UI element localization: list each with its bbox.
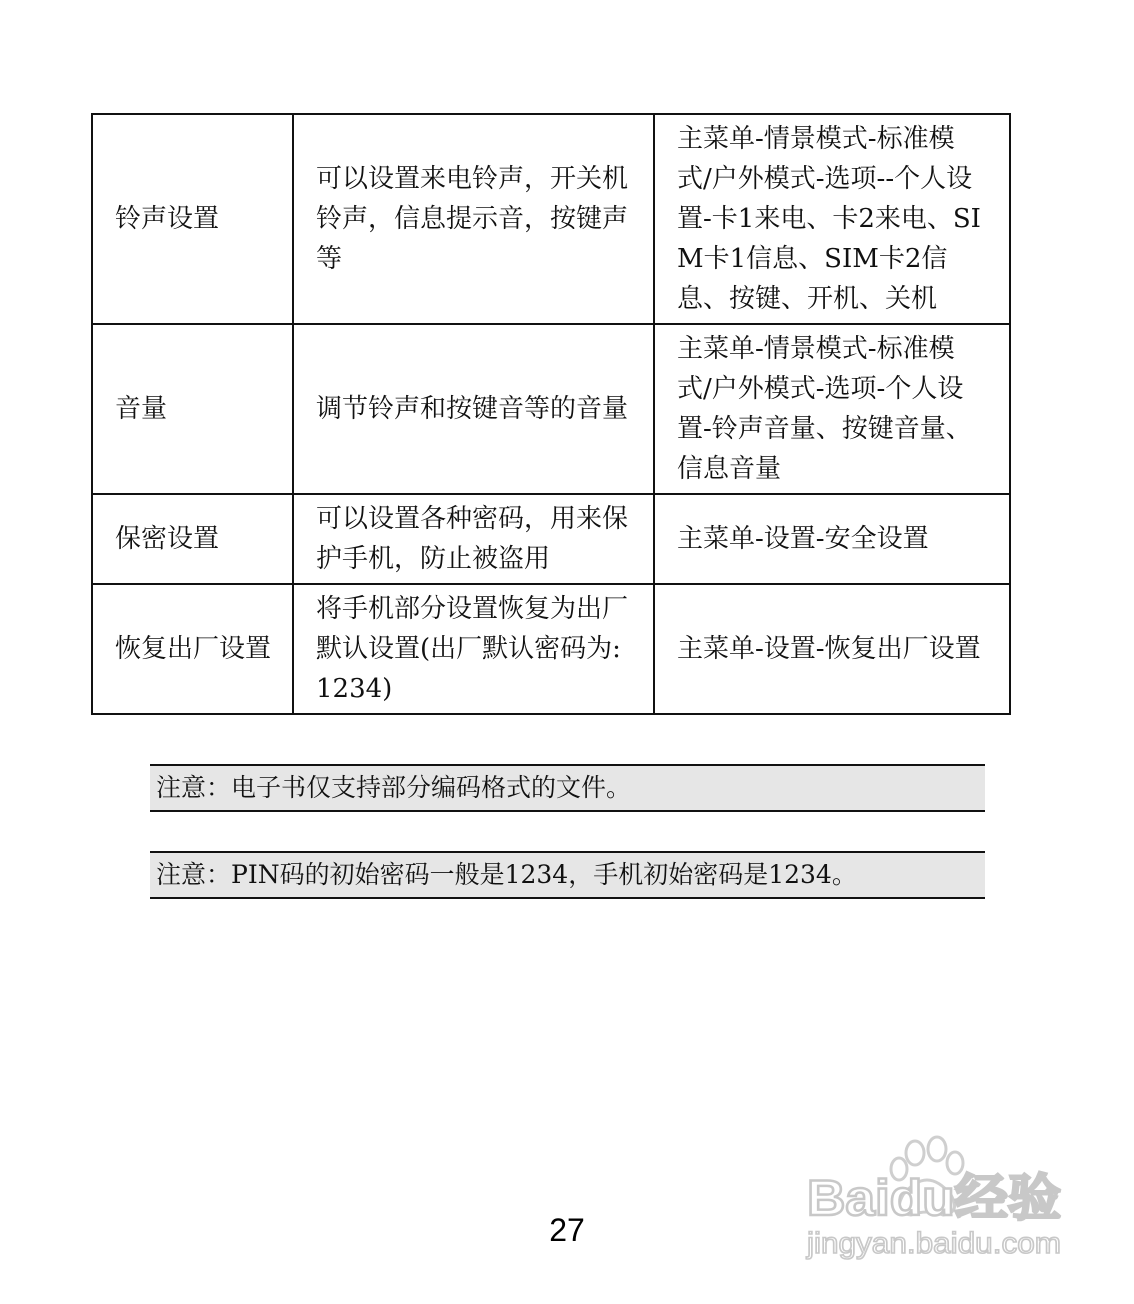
menu-path-cell: 主菜单-情景模式-标准模式/户外模式-选项--个人设置-卡1来电、卡2来电、SIM卡1信息、SIM卡2信息、按键、开机、关机: [654, 114, 1010, 324]
setting-description-cell: 调节铃声和按键音等的音量: [293, 324, 654, 494]
watermark-url-text: jingyan.baidu.com: [805, 1227, 1061, 1260]
table-row: [92, 324, 1010, 494]
setting-description-cell: 将手机部分设置恢复为出厂默认设置(出厂默认密码为:1234): [293, 584, 654, 714]
note-ebook-encoding: 注意：电子书仅支持部分编码格式的文件。: [150, 764, 985, 812]
baidu-jingyan-watermark: [803, 1135, 1065, 1265]
watermark-logo-text: Baidu经验: [807, 1170, 1061, 1226]
page-number: 27: [549, 1212, 585, 1248]
settings-table: [91, 113, 1011, 715]
menu-path-cell: 主菜单-情景模式-标准模式/户外模式-选项-个人设置-铃声音量、按键音量、信息音量: [654, 324, 1010, 494]
menu-path-cell: 主菜单-设置-恢复出厂设置: [654, 584, 1010, 714]
note-pin-password: 注意：PIN码的初始密码一般是1234，手机初始密码是1234。: [150, 851, 985, 899]
setting-name-cell: 音量: [92, 324, 293, 494]
setting-description-cell: 可以设置来电铃声，开关机铃声，信息提示音，按键声等: [293, 114, 654, 324]
setting-description-cell: 可以设置各种密码，用来保护手机，防止被盗用: [293, 494, 654, 584]
setting-name-cell: 保密设置: [92, 494, 293, 584]
menu-path-cell: 主菜单-设置-安全设置: [654, 494, 1010, 584]
table-row: [92, 114, 1010, 324]
table-row: [92, 494, 1010, 584]
setting-name-cell: 恢复出厂设置: [92, 584, 293, 714]
setting-name-cell: 铃声设置: [92, 114, 293, 324]
table-row: [92, 584, 1010, 714]
